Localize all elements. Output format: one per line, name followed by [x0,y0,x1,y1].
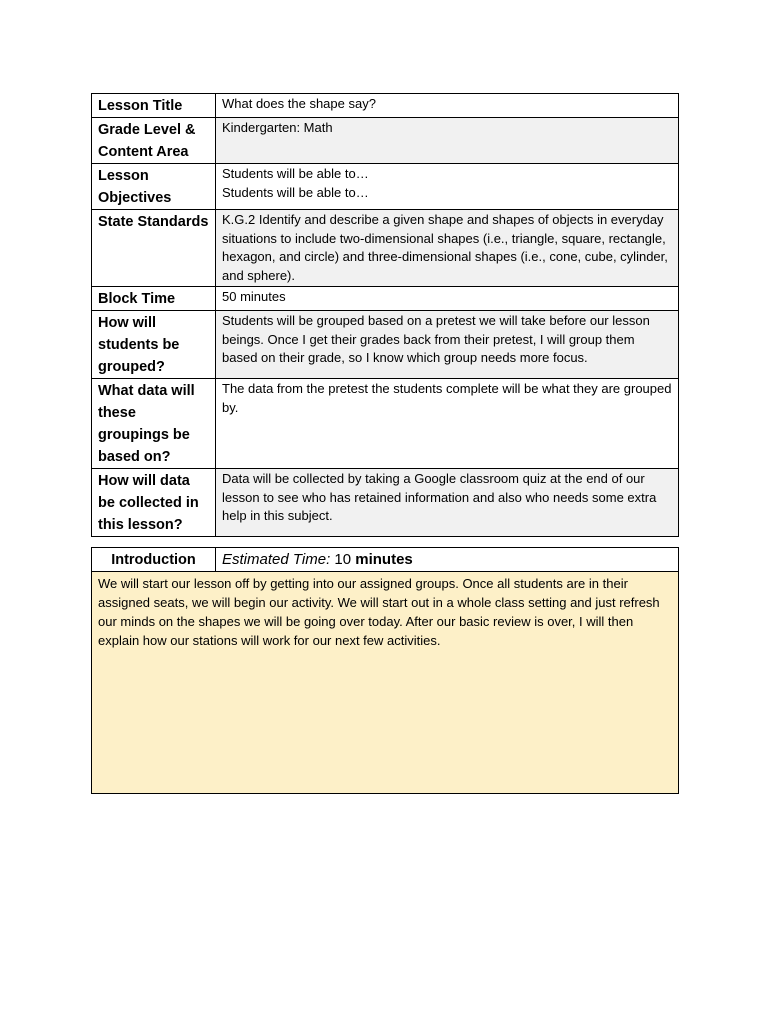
value-line: Students will be able to… [222,184,369,200]
row-label-data-collection: How will data be collected in this lesson? [92,469,216,537]
row-label-lesson-objectives: Lesson Objectives [92,164,216,210]
row-value-how-grouped [216,311,679,379]
row-value-data-collection [216,469,679,537]
value-line: K.G.2 Identify and describe a given shape and shapes of objects in everyday situations to include two-dimensional shapes (i.e., triangle, square, rectangle, hexagon, and circle) and three-dimensional shapes (i.e., cone, cube, cylinder, and sphere). [222,212,668,283]
row-label-grade-level: Grade Level & Content Area [92,118,216,164]
row-value-state-standards [216,210,679,287]
row-value-lesson-title [216,94,679,118]
estimated-time-value: 10 [334,551,352,568]
value-line: 50 minutes [222,289,286,304]
introduction-body-row [92,572,679,794]
row-label-block-time: Block Time [92,287,216,311]
row-value-grade-level [216,118,679,164]
table-row [92,469,679,537]
row-value-block-time [216,287,679,311]
table-row [92,164,679,210]
lesson-plan-table [91,93,679,537]
estimated-time-unit: minutes [355,551,413,568]
table-row [92,118,679,164]
value-line: Data will be collected by taking a Google classroom quiz at the end of our lesson to see who has retained information and also who needs some extra help in this subject. [222,471,657,523]
row-label-state-standards: State Standards [92,210,216,287]
row-label-lesson-title: Lesson Title [92,94,216,118]
table-row [92,311,679,379]
value-line: The data from the pretest the students complete will be what they are grouped by. [222,381,672,415]
introduction-label: Introduction [92,548,216,572]
introduction-table [91,547,679,794]
row-label-grouping-data: What data will these groupings be based on? [92,379,216,469]
value-line: Students will be grouped based on a pretest we will take before our lesson beings. Once I get their grades back from their pretest, I will group them based on their grade, so I know which group needs more focus. [222,313,650,365]
introduction-header-row [92,548,679,572]
row-label-how-grouped: How will students be grouped? [92,311,216,379]
introduction-body: We will start our lesson off by getting into our assigned groups. Once all students are in their assigned seats, we will begin our activity. We will start out in a whole class setting and just refresh our minds on the shapes we will be going over today. After our basic review is over, I will then explain how our stations will work for our next few activities. [92,572,679,794]
row-value-lesson-objectives [216,164,679,210]
value-line: What does the shape say? [222,96,376,111]
table-row [92,210,679,287]
table-row [92,287,679,311]
table-row [92,379,679,469]
row-value-grouping-data [216,379,679,469]
value-line: Kindergarten: Math [222,120,333,135]
estimated-time [216,548,679,572]
value-line: Students will be able to… [222,166,369,181]
estimated-time-label: Estimated Time: [222,551,331,568]
table-row [92,94,679,118]
